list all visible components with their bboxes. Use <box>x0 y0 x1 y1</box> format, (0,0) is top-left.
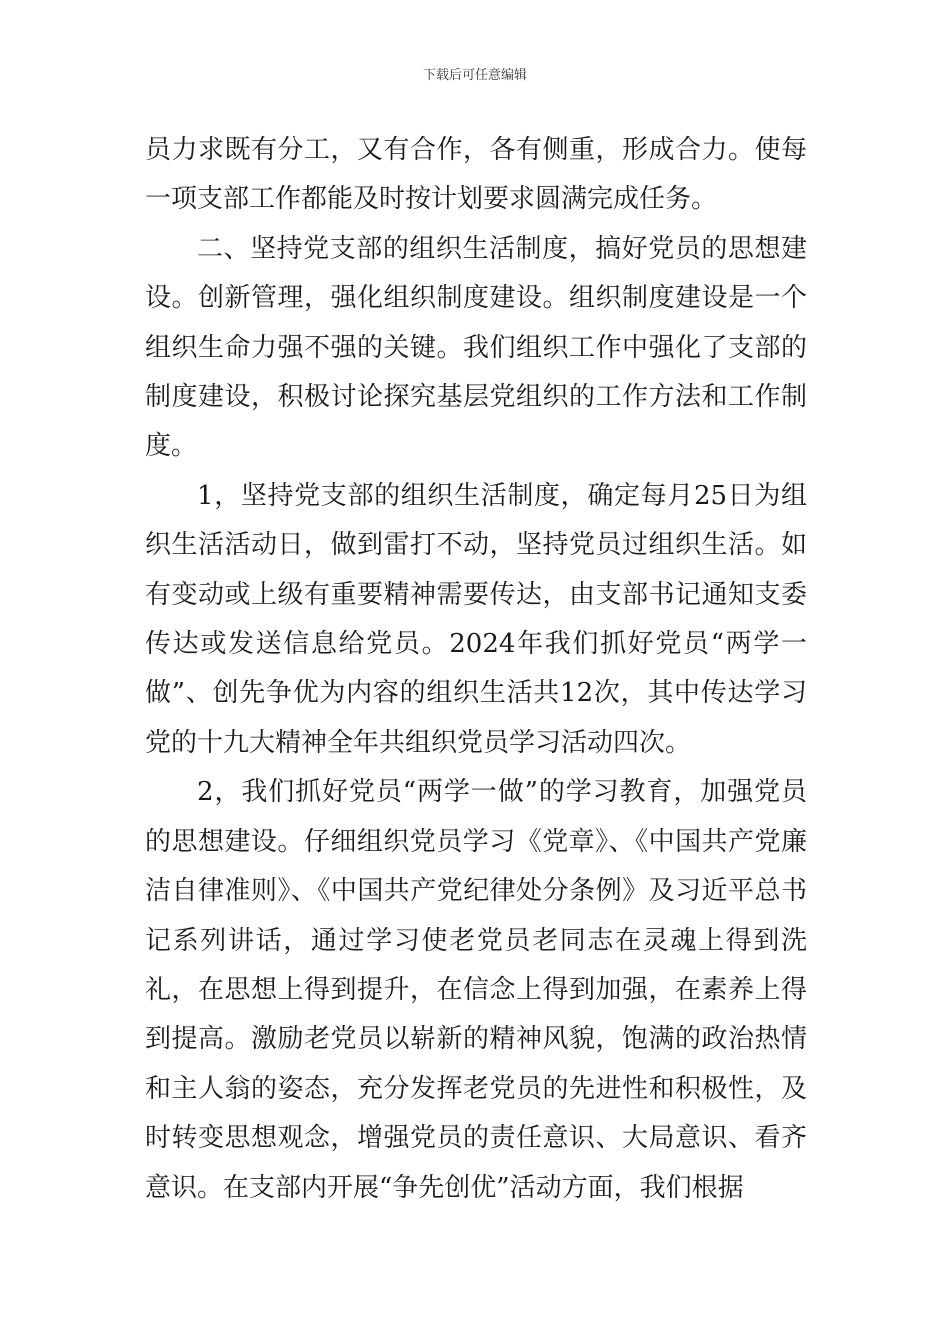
page-header-note: 下载后可任意编辑 <box>422 68 527 83</box>
paragraph-item-two: 2，我们抓好党员“两学一做”的学习教育，加强党员的思想建设。仔细组织党员学习《党章》、《中国共产党廉洁自律准则》、《中国共产党纪律处分条例》及习近平总书记系列讲话，通过学习使老党员老同志在灵魂上得到洗礼，在思想上得到提升，在信念上得到加强，在素养上得到提高。激励老党员以崭新的精神风貌，饱满的政治热情和主人翁的姿态，充分发挥老党员的先进性和积极性，及时转变思想观念，增强党员的责任意识、大局意识、看齐意识。在支部内开展“争先创优”活动方面，我们根据 <box>145 777 807 1203</box>
paragraph-section-two: 二、坚持党支部的组织生活制度，搞好党员的思想建设。创新管理，强化组织制度建设。组织制度建设是一个组织生命力强不强的关键。我们组织工作中强化了支部的制度建设，积极讨论探究基层党组织的工作方法和工作制度。 <box>145 233 807 462</box>
paragraph-item-one: 1，坚持党支部的组织生活制度，确定每月25日为组织生活活动日，做到雷打不动，坚持党员过组织生活。如有变动或上级有重要精神需要传达，由支部书记通知支委传达或发送信息给党员。2024年我们抓好党员“两学一做”、创先争优为内容的组织生活共12次，其中传达学习党的十九大精神全年共组织党员学习活动四次。 <box>145 480 807 758</box>
paragraph-continuation: 员力求既有分工，又有合作，各有侧重，形成合力。使每一项支部工作都能及时按计划要求圆满完成任务。 <box>145 135 807 215</box>
document-body <box>145 126 807 1213</box>
